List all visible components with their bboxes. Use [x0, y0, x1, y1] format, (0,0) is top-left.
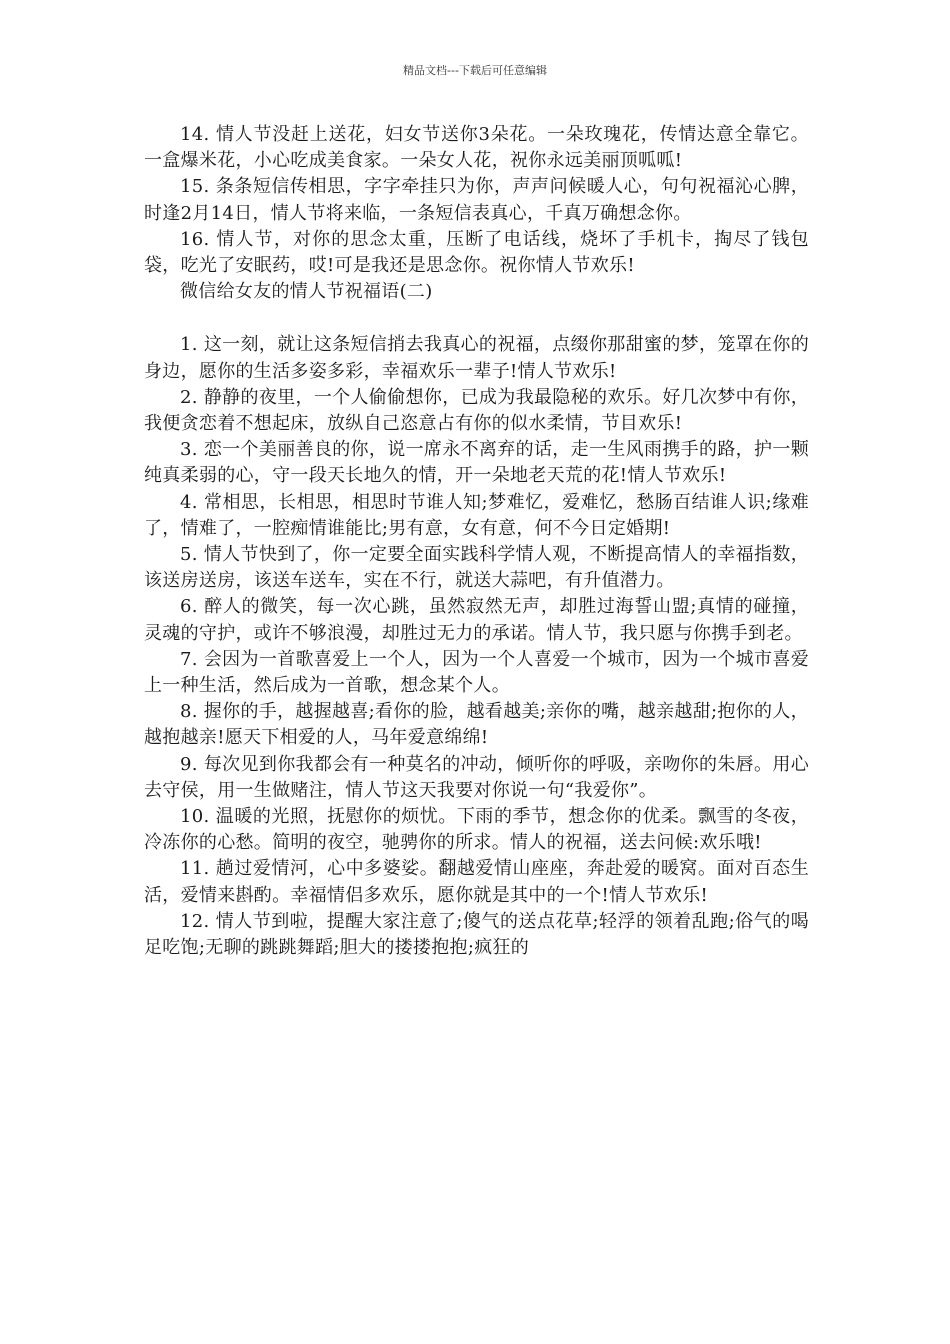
paragraph-9: 9. 每次见到你我都会有一种莫名的冲动，倾听你的呼吸，亲吻你的朱唇。用心去守侯，用一生做赌注，情人节这天我要对你说一句“我爱你”。: [144, 753, 809, 801]
paragraph-8: 8. 握你的手，越握越喜;看你的脸，越看越美;亲你的嘴，越亲越甜;抱你的人，越抱越亲!愿天下相爱的人，马年爱意绵绵!: [144, 701, 809, 749]
page-header: 精品文档---下载后可任意编辑: [403, 64, 547, 77]
paragraph-14: 14. 情人节没赶上送花，妇女节送你3朵花。一朵玫瑰花，传情达意全靠它。一盒爆米花，小心吃成美食家。一朵女人花，祝你永远美丽顶呱呱!: [144, 124, 809, 172]
section-heading: 微信给女友的情人节祝福语(二): [180, 281, 433, 303]
paragraph-3: 3. 恋一个美丽善良的你，说一席永不离弃的话，走一生风雨携手的路，护一颗纯真柔弱的心，守一段天长地久的情，开一朵地老天荒的花!情人节欢乐!: [144, 439, 809, 487]
paragraph-4: 4. 常相思，长相思，相思时节谁人知;梦难忆，爱难忆，愁肠百结谁人识;缘难了，情难了，一腔痴情谁能比;男有意，女有意，何不今日定婚期!: [144, 491, 809, 539]
paragraph-15: 15. 条条短信传相思，字字牵挂只为你，声声问候暖人心，句句祝福沁心脾，时逢2月14日，情人节将来临，一条短信表真心，千真万确想念你。: [144, 176, 809, 224]
document-body: [144, 122, 809, 961]
blank-line: [144, 305, 809, 332]
paragraph-16: 16. 情人节，对你的思念太重，压断了电话线，烧坏了手机卡，掏尽了钱包袋，吃光了安眠药，哎!可是我还是思念你。祝你情人节欢乐!: [144, 228, 809, 277]
paragraph-11: 11. 趟过爱情河，心中多婆娑。翻越爱情山座座，奔赴爱的暖窝。面对百态生活，爱情来斟酌。幸福情侣多欢乐，愿你就是其中的一个!情人节欢乐!: [144, 858, 809, 906]
paragraph-6: 6. 醉人的微笑，每一次心跳，虽然寂然无声，却胜过海誓山盟;真情的碰撞，灵魂的守护，或许不够浪漫，却胜过无力的承诺。情人节，我只愿与你携手到老。: [144, 596, 809, 644]
paragraph-1: 1. 这一刻，就让这条短信捎去我真心的祝福，点缀你那甜蜜的梦，笼罩在你的身边，愿你的生活多姿多彩，幸福欢乐一辈子!情人节欢乐!: [144, 334, 809, 382]
paragraph-5: 5. 情人节快到了，你一定要全面实践科学情人观，不断提高情人的幸福指数，该送房送房，该送车送车，实在不行，就送大蒜吧，有升值潜力。: [144, 544, 809, 592]
paragraph-2: 2. 静静的夜里，一个人偷偷想你，已成为我最隐秘的欢乐。好几次梦中有你，我便贪恋着不想起床，放纵自己恣意占有你的似水柔情，节目欢乐!: [144, 386, 809, 435]
paragraph-12: 12. 情人节到啦，提醒大家注意了;傻气的送点花草;轻浮的领着乱跑;俗气的喝足吃饱;无聊的跳跳舞蹈;胆大的搂搂抱抱;疯狂的: [144, 910, 809, 959]
paragraph-10: 10. 温暖的光照，抚慰你的烦忧。下雨的季节，想念你的优柔。飘雪的冬夜，冷冻你的心愁。简明的夜空，驰骋你的所求。情人的祝福，送去问候:欢乐哦!: [144, 806, 809, 854]
paragraph-7: 7. 会因为一首歌喜爱上一个人，因为一个人喜爱一个城市，因为一个城市喜爱上一种生活，然后成为一首歌，想念某个人。: [144, 648, 809, 697]
